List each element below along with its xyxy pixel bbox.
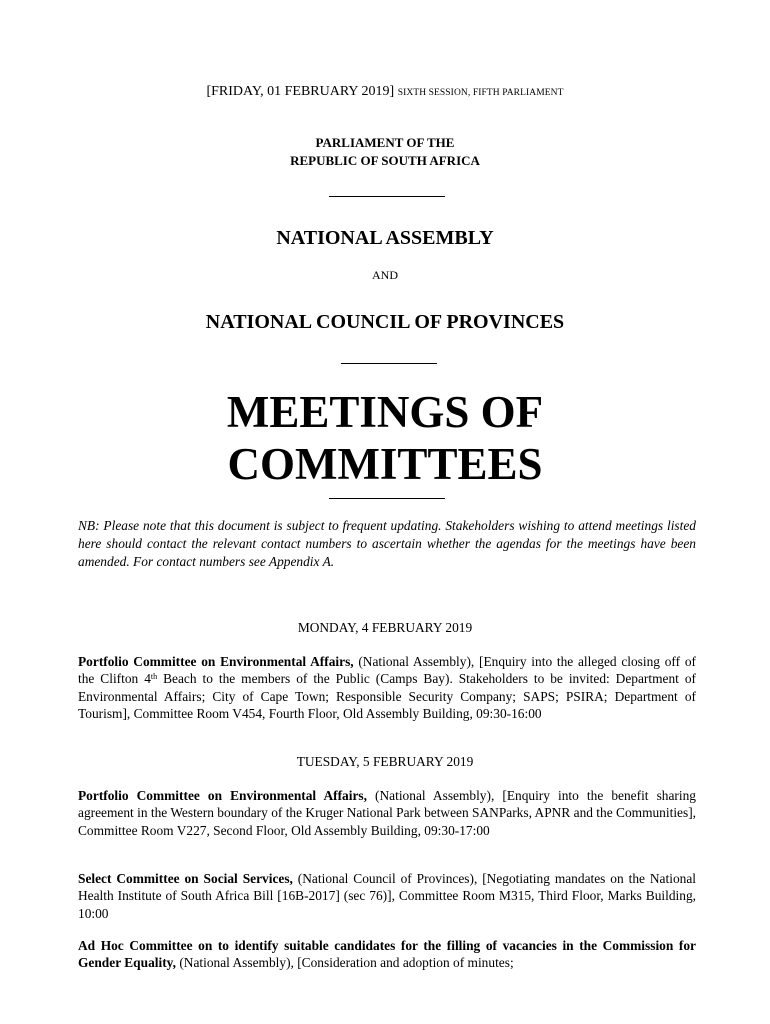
meeting-entry <box>78 653 696 723</box>
meeting-details: (National Assembly), [Consideration and adoption of minutes; <box>175 955 514 971</box>
header-session: SIXTH SESSION, FIFTH PARLIAMENT <box>397 88 564 98</box>
meeting-details: Beach to the members of the Public (Camps Bay). Stakeholders to be invited: Department of Environmental Affairs; City of Cape Town; Responsible Security Company; SAPS; PSIRA; Department of Tourism], Committee Room V454, Fourth Floor, Old Assembly Building, 09:30-16:00 <box>78 671 696 722</box>
parliament-line-1: PARLIAMENT OF THE <box>315 135 455 150</box>
parliament-line-2: REPUBLIC OF SOUTH AFRICA <box>290 153 480 168</box>
title-line-2: COMMITTEES <box>227 439 543 489</box>
meeting-details: (National Assembly), [Enquiry into the benefit sharing agreement in the Western boundary of the Kruger National Park between SANParks, APNR and the Communities], Committee Room V227, Second Floor, Old Assembly Building, 09:30-17:00 <box>78 788 696 838</box>
committee-name: Portfolio Committee on Environmental Affairs, <box>78 788 367 803</box>
meeting-details: (National Assembly), [Enquiry into the alleged closing off of the Clifton 4 <box>78 654 696 687</box>
document-header <box>0 84 770 100</box>
committee-name: Portfolio Committee on Environmental Affairs, <box>78 654 354 669</box>
ordinal-suffix: th <box>150 672 158 682</box>
parliament-heading <box>0 134 770 170</box>
header-date: [FRIDAY, 01 FEBRUARY 2019] <box>206 84 395 99</box>
committee-name: Ad Hoc Committee on to identify suitable candidates for the filling of vacancies in the Commission for Gender Equality, <box>78 938 696 971</box>
day-heading: MONDAY, 4 FEBRUARY 2019 <box>297 620 473 635</box>
document-title <box>0 386 770 490</box>
meeting-entry <box>78 870 696 922</box>
meeting-details: (National Council of Provinces), [Negotiating mandates on the National Health Institute of South Africa Bill [16B-2017] (sec 76)], Committee Room M315, Third Floor, Marks Building, 10:00 <box>78 871 696 921</box>
divider-rule <box>329 196 445 197</box>
committee-name: Select Committee on Social Services, <box>78 871 293 886</box>
house-connector: AND <box>372 268 398 282</box>
update-notice: NB: Please note that this document is subject to frequent updating. Stakeholders wishing to attend meetings listed here should contact the relevant contact numbers to ascertain whether the agendas for the meetings have been amended. For contact numbers see Appendix A. <box>78 518 696 569</box>
day-heading: TUESDAY, 5 FEBRUARY 2019 <box>296 754 474 769</box>
divider-rule <box>341 363 437 364</box>
meeting-entry <box>78 787 696 839</box>
divider-rule <box>329 498 445 499</box>
meeting-entry <box>78 937 696 972</box>
title-line-1: MEETINGS OF <box>226 387 544 437</box>
house-ncop: NATIONAL COUNCIL OF PROVINCES <box>205 311 565 333</box>
house-national-assembly: NATIONAL ASSEMBLY <box>276 227 494 249</box>
